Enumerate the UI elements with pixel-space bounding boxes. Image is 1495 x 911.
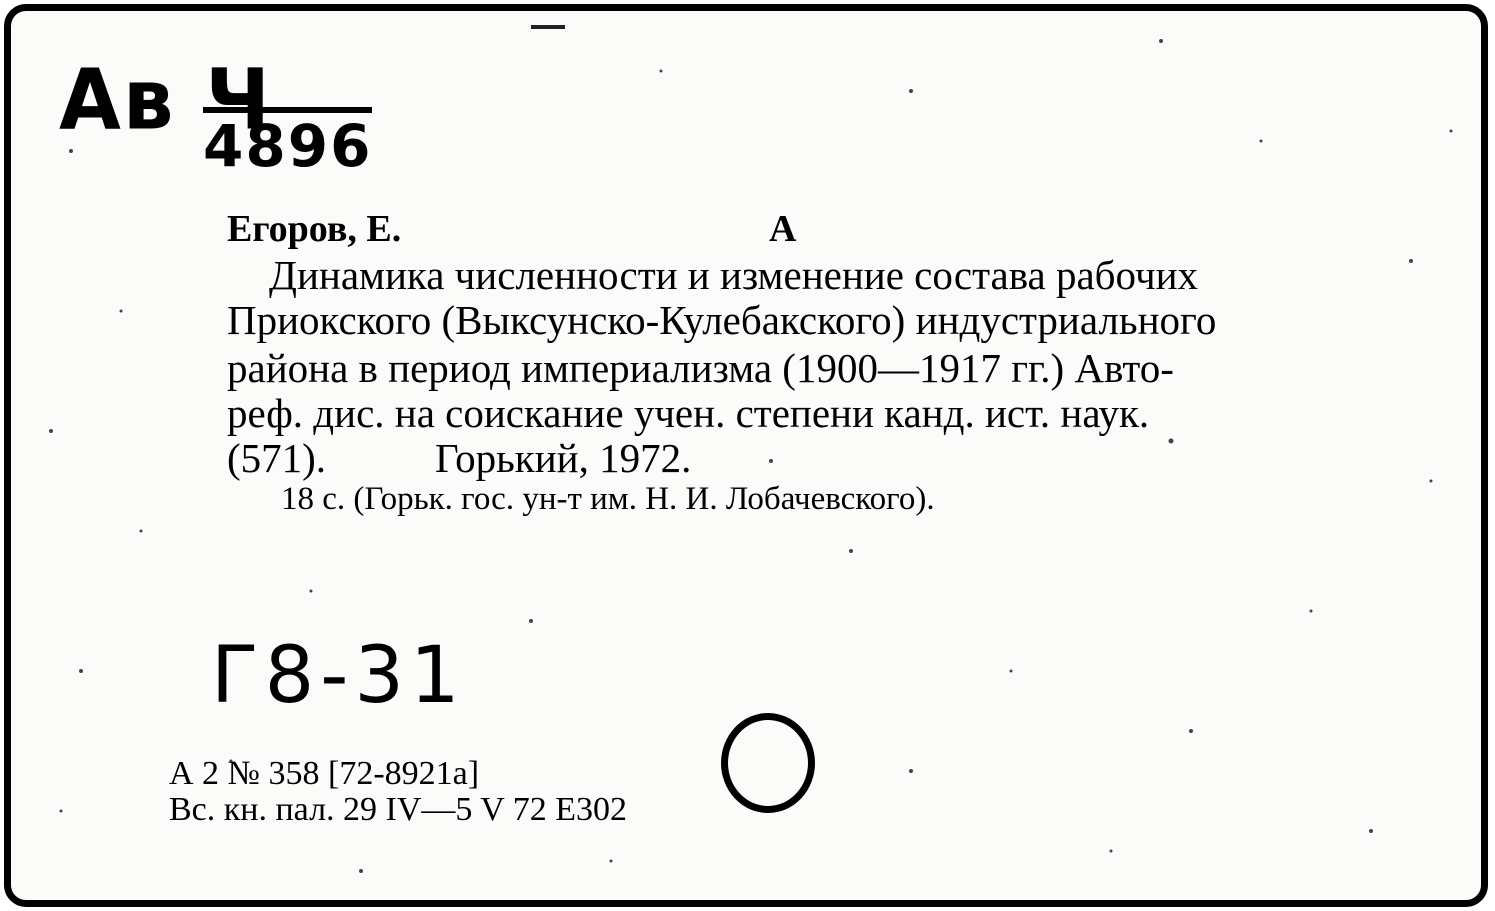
- call-number-prefix: Ав Ч: [59, 50, 273, 149]
- accession-line-2: Вс. кн. пал. 29 IV—5 V 72 Е302: [169, 791, 628, 828]
- title-line-1: Динамика численности и изменение состава рабочих: [269, 252, 1199, 298]
- punch-hole-icon: [721, 713, 815, 813]
- title-line-3: района в период империализма (1900—1917 гг.) Авто-: [227, 345, 1174, 391]
- handwritten-code: Г8-31: [211, 631, 466, 721]
- pagination-note: 18 с. (Горьк. гос. ун-т им. Н. И. Лобачевского).: [281, 481, 935, 517]
- author-initial: А: [769, 208, 797, 250]
- imprint: Горький, 1972.: [435, 435, 692, 481]
- author-name: Егоров, Е.: [227, 208, 402, 250]
- call-number: 4896: [203, 107, 372, 175]
- item-number: (571).: [227, 435, 327, 481]
- title-line-4: реф. дис. на соискание учен. степени канд. ист. наук.: [227, 390, 1150, 436]
- library-catalog-card: [4, 4, 1488, 907]
- title-line-2: Приокского (Выксунско-Кулебакского) индустриального: [227, 297, 1217, 343]
- accession-line-1: А 2 № 358 [72-8921а]: [169, 755, 480, 792]
